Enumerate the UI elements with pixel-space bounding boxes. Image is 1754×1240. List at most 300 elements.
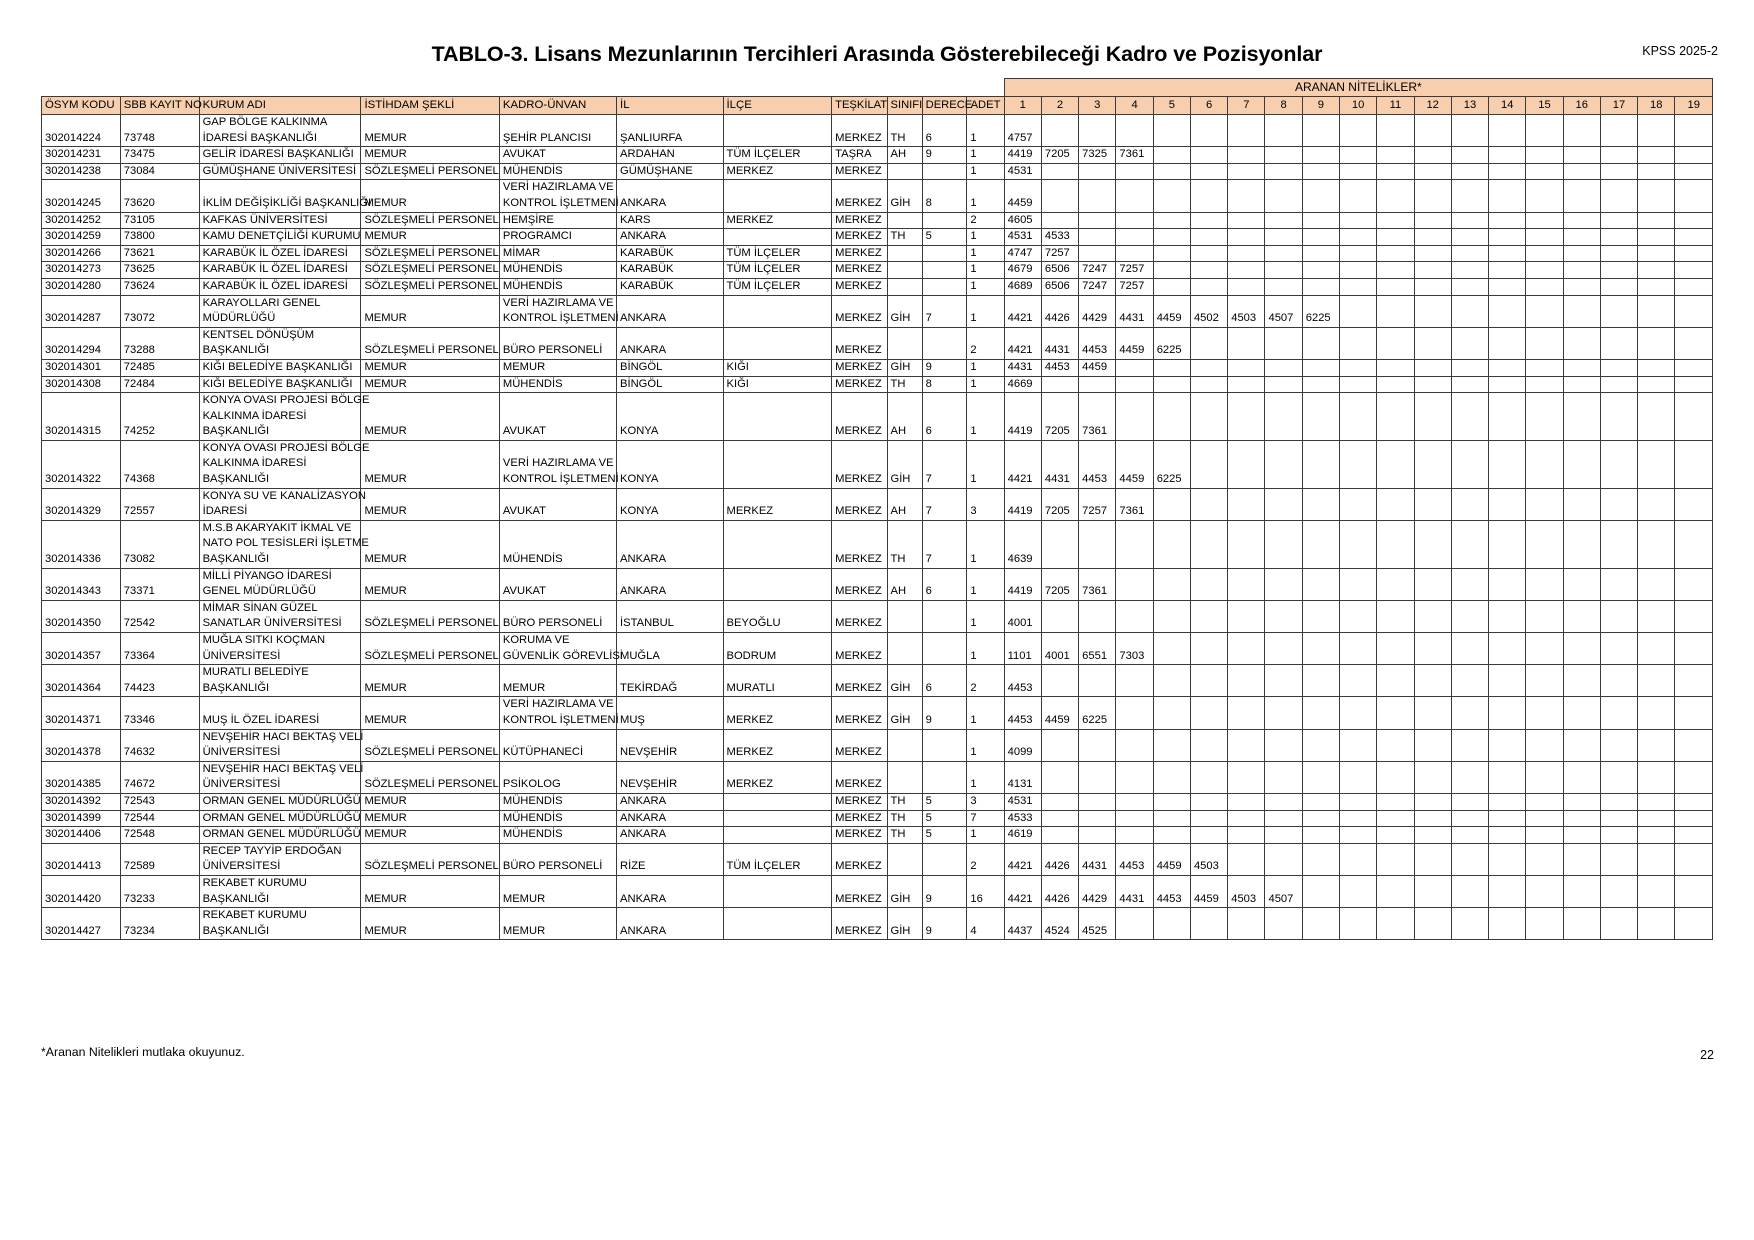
cell-nitelik-19 xyxy=(1675,665,1713,697)
table-row[interactable] xyxy=(42,327,1713,359)
cell-ilce xyxy=(723,568,832,600)
cell-il: RİZE xyxy=(617,843,723,875)
cell-kadro-unvan: MÜHENDİS xyxy=(499,262,616,279)
cell-nitelik-6 xyxy=(1190,212,1227,229)
table-row[interactable] xyxy=(42,245,1713,262)
table-row[interactable] xyxy=(42,180,1713,212)
header-spacer-cell xyxy=(967,79,1004,97)
cell-kurum-adi: KARABÜK İL ÖZEL İDARESİ xyxy=(199,262,361,279)
cell-nitelik-14 xyxy=(1489,327,1526,359)
cell-nitelik-17 xyxy=(1600,327,1637,359)
cell-teskilat: MERKEZ xyxy=(832,843,887,875)
cell-nitelik-16 xyxy=(1563,488,1600,520)
cell-osym-kodu: 302014343 xyxy=(42,568,121,600)
cell-adet: 2 xyxy=(967,843,1004,875)
cell-nitelik-16 xyxy=(1563,229,1600,246)
cell-osym-kodu: 302014294 xyxy=(42,327,121,359)
cell-il: ANKARA xyxy=(617,295,723,327)
cell-nitelik-13 xyxy=(1451,295,1488,327)
cell-nitelik-1: 4131 xyxy=(1004,761,1041,793)
cell-nitelik-17 xyxy=(1600,908,1637,940)
cell-adet: 1 xyxy=(967,440,1004,488)
table-row[interactable] xyxy=(42,147,1713,164)
cell-nitelik-5: 4459 xyxy=(1153,843,1190,875)
cell-ilce: MERKEZ xyxy=(723,761,832,793)
cell-nitelik-5 xyxy=(1153,908,1190,940)
cell-sbb-kayit-no: 73233 xyxy=(120,875,199,907)
cell-teskilat: MERKEZ xyxy=(832,393,887,441)
table-row[interactable] xyxy=(42,843,1713,875)
exam-label: KPSS 2025-2 xyxy=(1642,44,1718,58)
cell-nitelik-11 xyxy=(1377,180,1414,212)
cell-nitelik-14 xyxy=(1489,488,1526,520)
cell-nitelik-10 xyxy=(1340,295,1377,327)
cell-nitelik-4 xyxy=(1116,359,1153,376)
cell-nitelik-17 xyxy=(1600,729,1637,761)
cell-nitelik-10 xyxy=(1340,761,1377,793)
table-row[interactable] xyxy=(42,568,1713,600)
cell-nitelik-6 xyxy=(1190,633,1227,665)
cell-teskilat: MERKEZ xyxy=(832,908,887,940)
cell-sinifi xyxy=(887,212,922,229)
cell-nitelik-7 xyxy=(1228,488,1265,520)
cell-nitelik-19 xyxy=(1675,393,1713,441)
cell-ilce xyxy=(723,520,832,568)
cell-nitelik-19 xyxy=(1675,908,1713,940)
table-row[interactable] xyxy=(42,520,1713,568)
table-container xyxy=(41,78,1713,940)
cell-nitelik-7 xyxy=(1228,376,1265,393)
cell-kurum-adi: KIĞI BELEDİYE BAŞKANLIĞI xyxy=(199,376,361,393)
cell-il: ANKARA xyxy=(617,793,723,810)
cell-nitelik-3: 4429 xyxy=(1079,295,1116,327)
cell-istihdam-sekli: MEMUR xyxy=(361,376,499,393)
cell-adet: 1 xyxy=(967,262,1004,279)
cell-nitelik-2 xyxy=(1041,163,1078,180)
table-row[interactable] xyxy=(42,697,1713,729)
cell-nitelik-18 xyxy=(1638,568,1675,600)
cell-nitelik-11 xyxy=(1377,827,1414,844)
cell-adet: 3 xyxy=(967,488,1004,520)
cell-nitelik-6 xyxy=(1190,327,1227,359)
cell-sinifi: GİH xyxy=(887,875,922,907)
cell-nitelik-8 xyxy=(1265,633,1302,665)
cell-adet: 1 xyxy=(967,115,1004,147)
cell-istihdam-sekli: MEMUR xyxy=(361,359,499,376)
cell-adet: 1 xyxy=(967,295,1004,327)
table-row[interactable] xyxy=(42,827,1713,844)
cell-osym-kodu: 302014336 xyxy=(42,520,121,568)
cell-ilce: TÜM İLÇELER xyxy=(723,245,832,262)
cell-nitelik-4 xyxy=(1116,908,1153,940)
cell-istihdam-sekli: MEMUR xyxy=(361,793,499,810)
cell-nitelik-2: 4533 xyxy=(1041,229,1078,246)
nitelik-column-header-19: 19 xyxy=(1675,97,1713,115)
cell-osym-kodu: 302014427 xyxy=(42,908,121,940)
cell-derece: 5 xyxy=(922,793,967,810)
cell-adet: 1 xyxy=(967,393,1004,441)
cell-nitelik-16 xyxy=(1563,875,1600,907)
cell-teskilat: MERKEZ xyxy=(832,729,887,761)
cell-kadro-unvan: VERİ HAZIRLAMA VE KONTROL İŞLETMENİ xyxy=(499,295,616,327)
cell-nitelik-4: 4431 xyxy=(1116,295,1153,327)
cell-nitelik-4 xyxy=(1116,245,1153,262)
cell-nitelik-1: 4531 xyxy=(1004,793,1041,810)
cell-nitelik-7 xyxy=(1228,633,1265,665)
cell-nitelik-3 xyxy=(1079,229,1116,246)
cell-nitelik-11 xyxy=(1377,245,1414,262)
cell-nitelik-15 xyxy=(1526,761,1563,793)
table-row[interactable] xyxy=(42,115,1713,147)
cell-derece: 6 xyxy=(922,665,967,697)
cell-nitelik-16 xyxy=(1563,843,1600,875)
cell-nitelik-6 xyxy=(1190,163,1227,180)
cell-il: TEKİRDAĞ xyxy=(617,665,723,697)
cell-il: GÜMÜŞHANE xyxy=(617,163,723,180)
cell-kadro-unvan: AVUKAT xyxy=(499,147,616,164)
nitelik-column-header-9: 9 xyxy=(1302,97,1339,115)
cell-nitelik-19 xyxy=(1675,180,1713,212)
cell-kurum-adi: KIĞI BELEDİYE BAŞKANLIĞI xyxy=(199,359,361,376)
cell-nitelik-5 xyxy=(1153,488,1190,520)
cell-nitelik-12 xyxy=(1414,115,1451,147)
cell-nitelik-3 xyxy=(1079,793,1116,810)
cell-nitelik-17 xyxy=(1600,147,1637,164)
cell-kadro-unvan: MÜHENDİS xyxy=(499,278,616,295)
cell-nitelik-19 xyxy=(1675,295,1713,327)
cell-sinifi: AH xyxy=(887,568,922,600)
cell-kurum-adi: ORMAN GENEL MÜDÜRLÜĞÜ xyxy=(199,810,361,827)
cell-teskilat: MERKEZ xyxy=(832,376,887,393)
cell-nitelik-13 xyxy=(1451,147,1488,164)
cell-nitelik-3: 7361 xyxy=(1079,568,1116,600)
column-header-te-ki-lat: TEŞKİLAT xyxy=(832,97,887,115)
cell-nitelik-17 xyxy=(1600,633,1637,665)
cell-nitelik-2 xyxy=(1041,793,1078,810)
cell-nitelik-14 xyxy=(1489,180,1526,212)
table-row[interactable] xyxy=(42,729,1713,761)
cell-nitelik-3 xyxy=(1079,810,1116,827)
cell-nitelik-14 xyxy=(1489,295,1526,327)
cell-nitelik-11 xyxy=(1377,295,1414,327)
cell-kurum-adi: REKABET KURUMU BAŞKANLIĞI xyxy=(199,875,361,907)
cell-kurum-adi: KARABÜK İL ÖZEL İDARESİ xyxy=(199,245,361,262)
cell-ilce xyxy=(723,229,832,246)
cell-nitelik-1: 4669 xyxy=(1004,376,1041,393)
column-header--sym-kodu: ÖSYM KODU xyxy=(42,97,121,115)
table-row[interactable] xyxy=(42,278,1713,295)
cell-nitelik-18 xyxy=(1638,793,1675,810)
cell-teskilat: MERKEZ xyxy=(832,568,887,600)
cell-kurum-adi: GAP BÖLGE KALKINMA İDARESİ BAŞKANLIĞI xyxy=(199,115,361,147)
cell-adet: 1 xyxy=(967,278,1004,295)
cell-nitelik-9 xyxy=(1302,665,1339,697)
header-spacer-cell xyxy=(832,79,887,97)
cell-nitelik-13 xyxy=(1451,761,1488,793)
cell-nitelik-4 xyxy=(1116,520,1153,568)
cell-teskilat: MERKEZ xyxy=(832,633,887,665)
cell-sinifi: AH xyxy=(887,393,922,441)
cell-nitelik-11 xyxy=(1377,488,1414,520)
cell-nitelik-18 xyxy=(1638,262,1675,279)
cell-nitelik-14 xyxy=(1489,229,1526,246)
table-row[interactable] xyxy=(42,212,1713,229)
cell-nitelik-8 xyxy=(1265,163,1302,180)
table-row[interactable] xyxy=(42,810,1713,827)
cell-nitelik-9 xyxy=(1302,359,1339,376)
cell-nitelik-1: 4431 xyxy=(1004,359,1041,376)
cell-nitelik-2: 7257 xyxy=(1041,245,1078,262)
cell-teskilat: MERKEZ xyxy=(832,827,887,844)
cell-teskilat: MERKEZ xyxy=(832,229,887,246)
cell-nitelik-18 xyxy=(1638,633,1675,665)
cell-nitelik-17 xyxy=(1600,843,1637,875)
cell-nitelik-1: 4533 xyxy=(1004,810,1041,827)
cell-nitelik-3: 4459 xyxy=(1079,359,1116,376)
cell-nitelik-11 xyxy=(1377,633,1414,665)
header-spacer-cell xyxy=(120,79,199,97)
cell-nitelik-15 xyxy=(1526,262,1563,279)
cell-nitelik-2: 4453 xyxy=(1041,359,1078,376)
cell-nitelik-4 xyxy=(1116,810,1153,827)
table-row[interactable] xyxy=(42,359,1713,376)
cell-nitelik-4 xyxy=(1116,600,1153,632)
cell-kadro-unvan: BÜRO PERSONELİ xyxy=(499,843,616,875)
table-row[interactable] xyxy=(42,295,1713,327)
table-row[interactable] xyxy=(42,488,1713,520)
cell-istihdam-sekli: MEMUR xyxy=(361,488,499,520)
nitelik-column-header-6: 6 xyxy=(1190,97,1227,115)
cell-osym-kodu: 302014364 xyxy=(42,665,121,697)
cell-nitelik-10 xyxy=(1340,262,1377,279)
table-row[interactable] xyxy=(42,600,1713,632)
cell-nitelik-7: 4503 xyxy=(1228,875,1265,907)
cell-sinifi: GİH xyxy=(887,697,922,729)
cell-nitelik-2 xyxy=(1041,761,1078,793)
cell-nitelik-18 xyxy=(1638,359,1675,376)
cell-nitelik-10 xyxy=(1340,229,1377,246)
cell-il: BİNGÖL xyxy=(617,376,723,393)
cell-nitelik-8 xyxy=(1265,278,1302,295)
cell-nitelik-8 xyxy=(1265,520,1302,568)
cell-nitelik-15 xyxy=(1526,229,1563,246)
cell-osym-kodu: 302014413 xyxy=(42,843,121,875)
cell-nitelik-16 xyxy=(1563,327,1600,359)
cell-nitelik-2: 6506 xyxy=(1041,278,1078,295)
cell-osym-kodu: 302014231 xyxy=(42,147,121,164)
cell-nitelik-8 xyxy=(1265,229,1302,246)
cell-nitelik-12 xyxy=(1414,827,1451,844)
cell-sbb-kayit-no: 72542 xyxy=(120,600,199,632)
cell-nitelik-1: 4421 xyxy=(1004,843,1041,875)
table-row[interactable] xyxy=(42,376,1713,393)
cell-nitelik-9 xyxy=(1302,229,1339,246)
cell-nitelik-16 xyxy=(1563,359,1600,376)
cell-nitelik-4 xyxy=(1116,793,1153,810)
cell-nitelik-16 xyxy=(1563,278,1600,295)
nitelik-column-header-13: 13 xyxy=(1451,97,1488,115)
cell-nitelik-9 xyxy=(1302,262,1339,279)
cell-sbb-kayit-no: 72544 xyxy=(120,810,199,827)
table-row[interactable] xyxy=(42,393,1713,441)
cell-ilce: KIĞI xyxy=(723,359,832,376)
nitelik-column-header-10: 10 xyxy=(1340,97,1377,115)
cell-nitelik-6 xyxy=(1190,229,1227,246)
cell-nitelik-5 xyxy=(1153,600,1190,632)
cell-nitelik-8 xyxy=(1265,115,1302,147)
table-row[interactable] xyxy=(42,229,1713,246)
cell-sinifi: AH xyxy=(887,488,922,520)
cell-nitelik-4 xyxy=(1116,697,1153,729)
column-header-row xyxy=(42,97,1713,115)
cell-nitelik-11 xyxy=(1377,327,1414,359)
cell-il: KARABÜK xyxy=(617,245,723,262)
cell-nitelik-18 xyxy=(1638,376,1675,393)
cell-nitelik-10 xyxy=(1340,729,1377,761)
cell-nitelik-5: 4459 xyxy=(1153,295,1190,327)
cell-nitelik-3: 4431 xyxy=(1079,843,1116,875)
cell-nitelik-16 xyxy=(1563,761,1600,793)
cell-sinifi: GİH xyxy=(887,440,922,488)
cell-sinifi: AH xyxy=(887,147,922,164)
cell-nitelik-9 xyxy=(1302,843,1339,875)
cell-ilce: TÜM İLÇELER xyxy=(723,147,832,164)
cell-teskilat: MERKEZ xyxy=(832,665,887,697)
cell-sinifi xyxy=(887,761,922,793)
cell-nitelik-1: 4531 xyxy=(1004,229,1041,246)
table-row[interactable] xyxy=(42,665,1713,697)
cell-nitelik-8 xyxy=(1265,665,1302,697)
cell-nitelik-2: 4459 xyxy=(1041,697,1078,729)
column-header-kurum-adi: KURUM ADI xyxy=(199,97,361,115)
cell-nitelik-7 xyxy=(1228,665,1265,697)
nitelik-column-header-12: 12 xyxy=(1414,97,1451,115)
cell-nitelik-9 xyxy=(1302,488,1339,520)
cell-nitelik-19 xyxy=(1675,163,1713,180)
cell-kurum-adi: MİMAR SİNAN GÜZEL SANATLAR ÜNİVERSİTESİ xyxy=(199,600,361,632)
cell-kurum-adi: KONYA SU VE KANALİZASYON İDARESİ xyxy=(199,488,361,520)
cell-nitelik-4: 4459 xyxy=(1116,440,1153,488)
cell-nitelik-12 xyxy=(1414,729,1451,761)
cell-kurum-adi: ORMAN GENEL MÜDÜRLÜĞÜ xyxy=(199,827,361,844)
cell-nitelik-18 xyxy=(1638,761,1675,793)
cell-nitelik-16 xyxy=(1563,729,1600,761)
table-row[interactable] xyxy=(42,875,1713,907)
cell-nitelik-7 xyxy=(1228,180,1265,212)
cell-osym-kodu: 302014266 xyxy=(42,245,121,262)
cell-ilce: TÜM İLÇELER xyxy=(723,262,832,279)
cell-nitelik-17 xyxy=(1600,229,1637,246)
cell-nitelik-9 xyxy=(1302,875,1339,907)
cell-sbb-kayit-no: 73620 xyxy=(120,180,199,212)
table-row[interactable] xyxy=(42,908,1713,940)
cell-nitelik-18 xyxy=(1638,697,1675,729)
cell-nitelik-4 xyxy=(1116,229,1153,246)
cell-nitelik-3: 4453 xyxy=(1079,327,1116,359)
table-row[interactable] xyxy=(42,262,1713,279)
cell-nitelik-8 xyxy=(1265,827,1302,844)
cell-nitelik-19 xyxy=(1675,520,1713,568)
cell-nitelik-17 xyxy=(1600,180,1637,212)
cell-nitelik-9 xyxy=(1302,147,1339,164)
cell-nitelik-12 xyxy=(1414,376,1451,393)
cell-nitelik-11 xyxy=(1377,729,1414,761)
cell-nitelik-6 xyxy=(1190,180,1227,212)
cell-derece: 5 xyxy=(922,229,967,246)
cell-derece: 7 xyxy=(922,488,967,520)
cell-nitelik-9 xyxy=(1302,600,1339,632)
cell-nitelik-2: 4001 xyxy=(1041,633,1078,665)
cell-nitelik-15 xyxy=(1526,843,1563,875)
cell-nitelik-16 xyxy=(1563,376,1600,393)
cell-kadro-unvan: MÜHENDİS xyxy=(499,810,616,827)
cell-kurum-adi: RECEP TAYYİP ERDOĞAN ÜNİVERSİTESİ xyxy=(199,843,361,875)
cell-nitelik-18 xyxy=(1638,393,1675,441)
cell-nitelik-11 xyxy=(1377,359,1414,376)
cell-adet: 2 xyxy=(967,665,1004,697)
cell-nitelik-2 xyxy=(1041,520,1078,568)
cell-istihdam-sekli: MEMUR xyxy=(361,665,499,697)
cell-nitelik-12 xyxy=(1414,488,1451,520)
nitelik-column-header-2: 2 xyxy=(1041,97,1078,115)
cell-nitelik-19 xyxy=(1675,633,1713,665)
cell-il: BİNGÖL xyxy=(617,359,723,376)
cell-kadro-unvan: MEMUR xyxy=(499,665,616,697)
table-row[interactable] xyxy=(42,440,1713,488)
cell-nitelik-11 xyxy=(1377,163,1414,180)
cell-nitelik-3 xyxy=(1079,163,1116,180)
cell-ilce xyxy=(723,440,832,488)
table-row[interactable] xyxy=(42,793,1713,810)
cell-nitelik-16 xyxy=(1563,295,1600,327)
cell-adet: 3 xyxy=(967,793,1004,810)
cell-kadro-unvan: ŞEHİR PLANCISI xyxy=(499,115,616,147)
cell-nitelik-10 xyxy=(1340,147,1377,164)
cell-nitelik-15 xyxy=(1526,908,1563,940)
cell-nitelik-6 xyxy=(1190,115,1227,147)
nitelik-column-header-1: 1 xyxy=(1004,97,1041,115)
cell-nitelik-6 xyxy=(1190,568,1227,600)
cell-derece xyxy=(922,600,967,632)
cell-nitelik-9 xyxy=(1302,633,1339,665)
cell-nitelik-13 xyxy=(1451,843,1488,875)
cell-nitelik-15 xyxy=(1526,295,1563,327)
table-row[interactable] xyxy=(42,761,1713,793)
cell-nitelik-19 xyxy=(1675,875,1713,907)
cell-nitelik-7 xyxy=(1228,245,1265,262)
cell-teskilat: MERKEZ xyxy=(832,278,887,295)
table-row[interactable] xyxy=(42,633,1713,665)
nitelik-column-header-3: 3 xyxy=(1079,97,1116,115)
cell-nitelik-7 xyxy=(1228,163,1265,180)
cell-osym-kodu: 302014287 xyxy=(42,295,121,327)
cell-nitelik-6 xyxy=(1190,440,1227,488)
cell-nitelik-9 xyxy=(1302,180,1339,212)
cell-nitelik-7 xyxy=(1228,327,1265,359)
cell-kurum-adi: KARABÜK İL ÖZEL İDARESİ xyxy=(199,278,361,295)
cell-nitelik-10 xyxy=(1340,212,1377,229)
cell-nitelik-10 xyxy=(1340,875,1377,907)
table-row[interactable] xyxy=(42,163,1713,180)
cell-derece: 7 xyxy=(922,520,967,568)
cell-nitelik-14 xyxy=(1489,440,1526,488)
cell-derece xyxy=(922,163,967,180)
cell-nitelik-13 xyxy=(1451,488,1488,520)
cell-kadro-unvan: VERİ HAZIRLAMA VE KONTROL İŞLETMENİ xyxy=(499,697,616,729)
cell-il: KONYA xyxy=(617,488,723,520)
cell-kadro-unvan: BÜRO PERSONELİ xyxy=(499,327,616,359)
cell-derece xyxy=(922,729,967,761)
